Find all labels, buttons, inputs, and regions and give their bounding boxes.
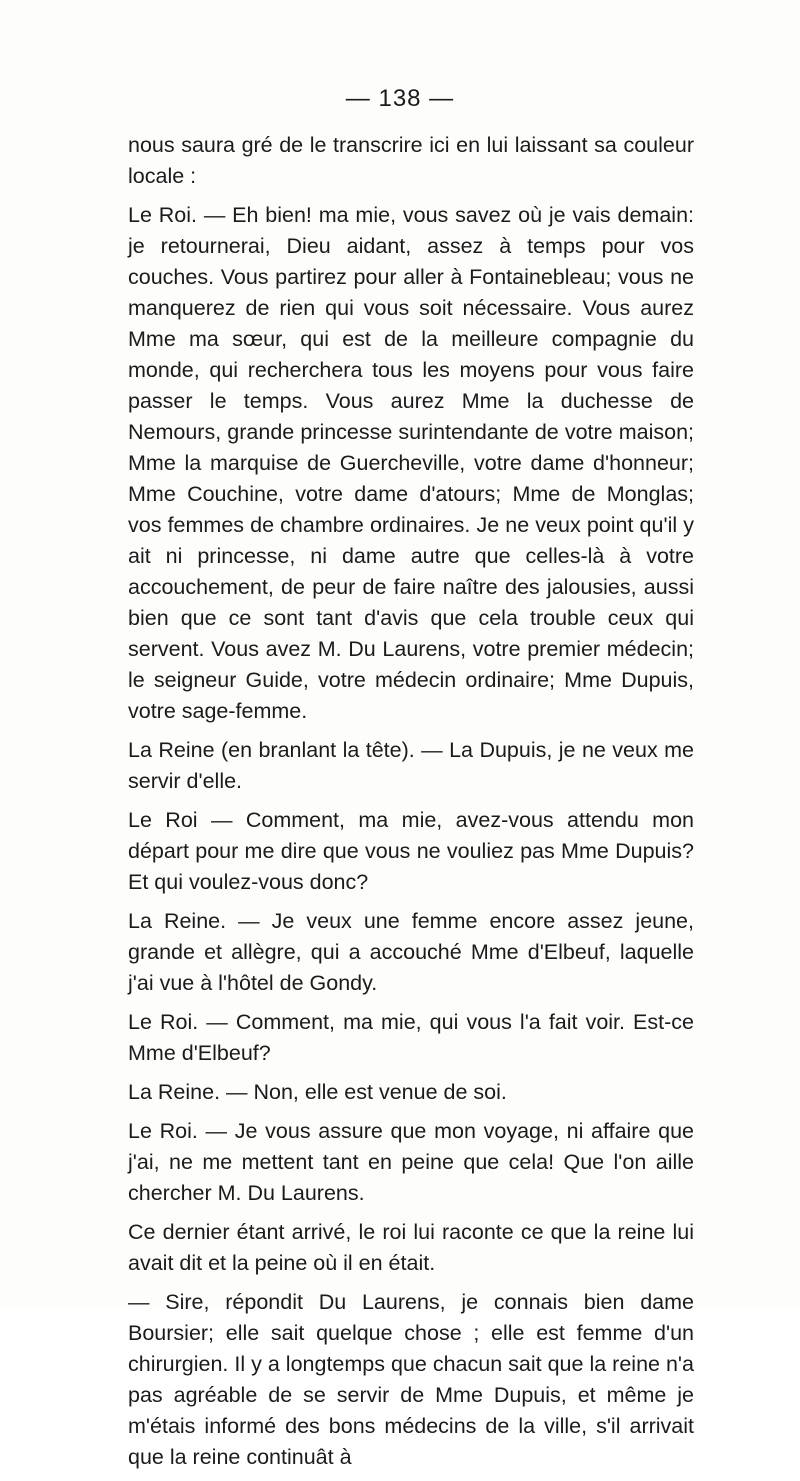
paragraph: La Reine. — Je veux une femme encore assez jeune, grande et allègre, qui a accouché Mme d'Elbeuf, laquelle j'ai vue à l'hôtel de Gondy. (128, 909, 694, 995)
paragraph: — Sire, répondit Du Laurens, je connais bien dame Boursier; elle sait quelque chose ; elle est femme d'un chirurgien. Il y a longtemps que chacun sait que la reine n'a pas agréable de se servir de Mme Dupuis, et même je m'étais informé des bons médecins de la ville, s'il arrivait que la reine continuât à (128, 1290, 694, 1469)
body-text (128, 130, 694, 1481)
paragraph: Ce dernier étant arrivé, le roi lui raconte ce que la reine lui avait dit et la peine où il en était. (128, 1220, 694, 1275)
paragraph: La Reine. — Non, elle est venue de soi. (128, 1080, 507, 1104)
paragraph: Le Roi. — Eh bien! ma mie, vous savez où je vais demain: je retournerai, Dieu aidant, assez à temps pour vos couches. Vous partirez pour aller à Fontainebleau; vous ne manquerez de rien qui vous soit nécessaire. Vous aurez Mme ma sœur, qui est de la meilleure compagnie du monde, qui recherchera tous les moyens pour vous faire passer le temps. Vous aurez Mme la duchesse de Nemours, grande princesse surintendante de votre maison; Mme la marquise de Guercheville, votre dame d'honneur; Mme Couchine, votre dame d'atours; Mme de Monglas; vos femmes de chambre ordinaires. Je ne veux point qu'il y ait ni princesse, ni dame autre que celles-là à votre accouchement, de peur de faire naître des jalousies, aussi bien que ce sont tant d'avis que cela trouble ceux qui servent. Vous avez M. Du Laurens, votre premier médecin; le seigneur Guide, votre médecin ordinaire; Mme Dupuis, votre sage-femme. (128, 203, 694, 723)
page-number: — 138 — (345, 85, 455, 112)
paragraph: Le Roi. — Comment, ma mie, qui vous l'a fait voir. Est-ce Mme d'Elbeuf? (128, 1010, 694, 1065)
paragraph: La Reine (en branlant la tête). — La Dupuis, je ne veux me servir d'elle. (128, 738, 694, 793)
paragraph: nous saura gré de le transcrire ici en lui laissant sa couleur locale : (128, 133, 694, 188)
paragraph: Le Roi — Comment, ma mie, avez-vous attendu mon départ pour me dire que vous ne vouliez pas Mme Dupuis? Et qui voulez-vous donc? (128, 808, 694, 894)
paragraph: Le Roi. — Je vous assure que mon voyage, ni affaire que j'ai, ne me mettent tant en peine que cela! Que l'on aille chercher M. Du Laurens. (128, 1119, 694, 1205)
